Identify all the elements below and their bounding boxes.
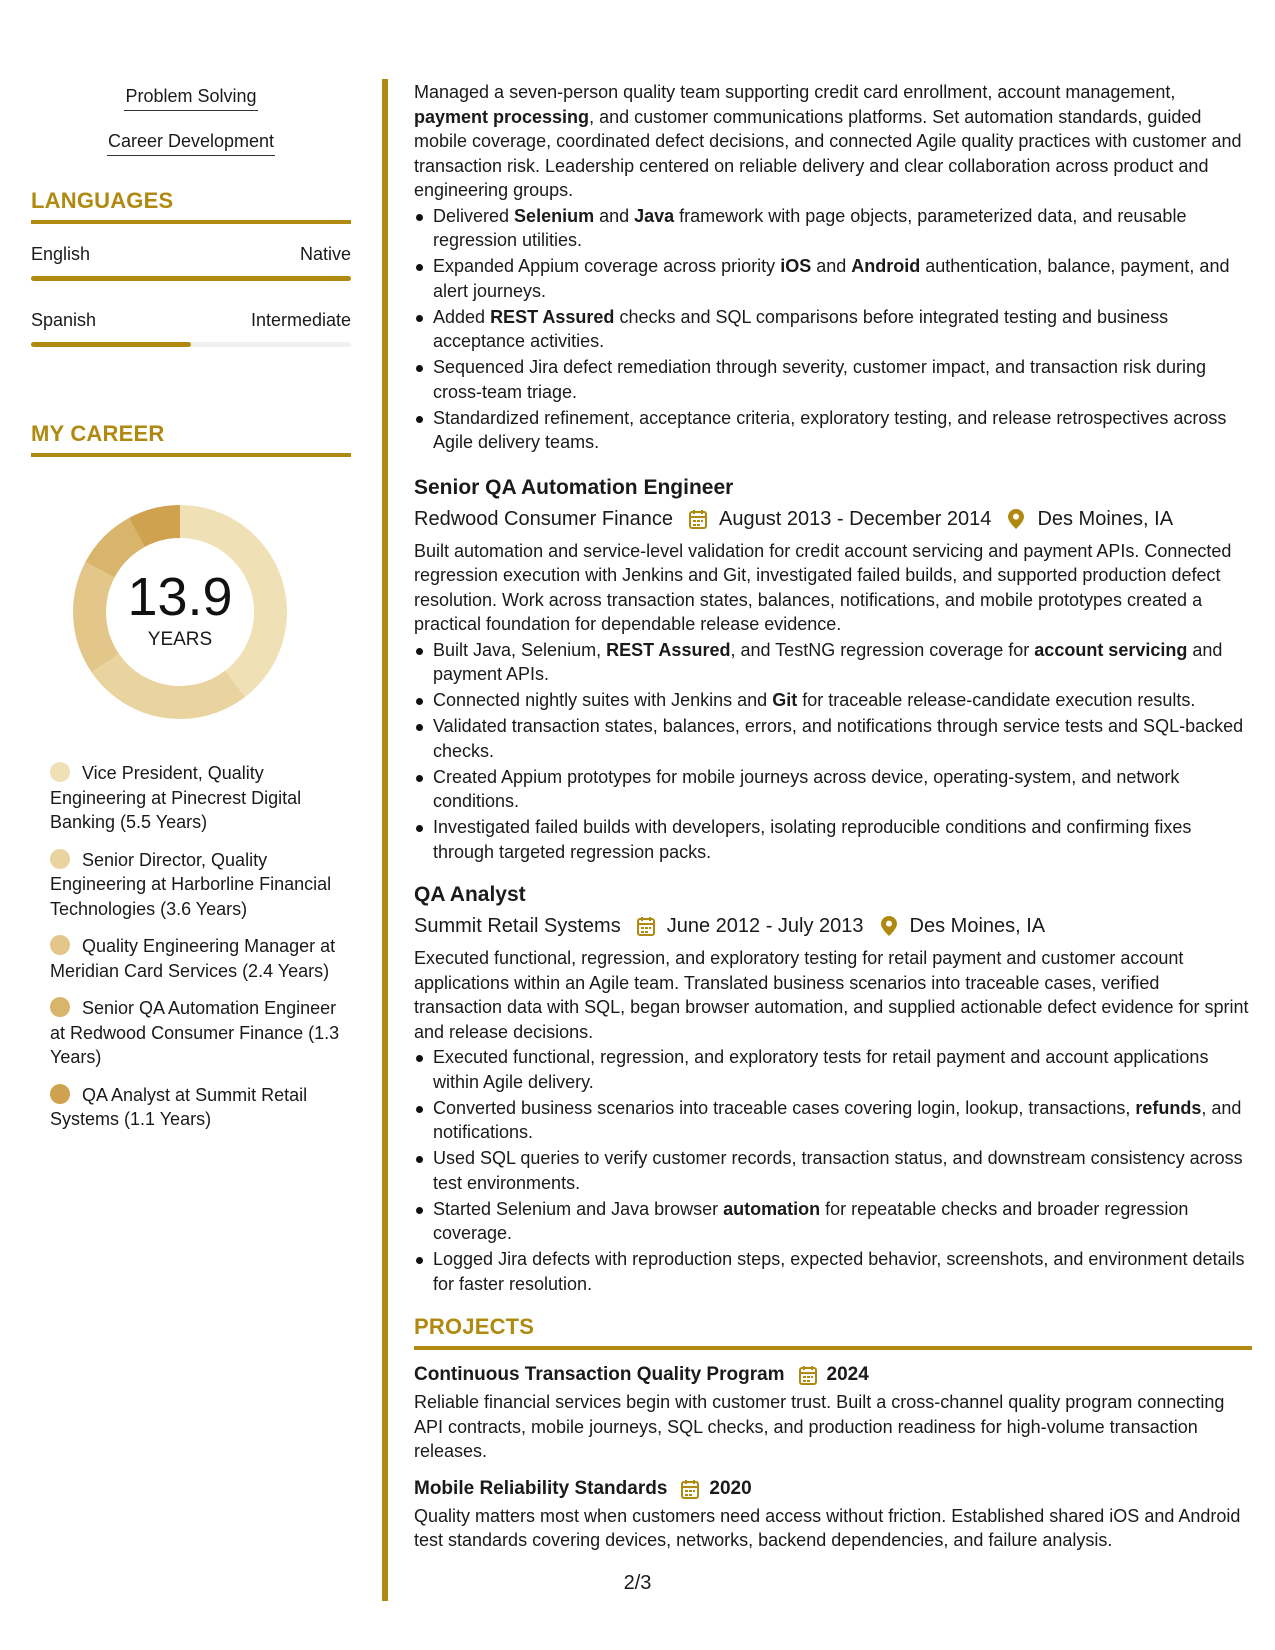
career-heading: MY CAREER xyxy=(31,421,165,446)
text-run: and xyxy=(594,205,635,226)
skill-item xyxy=(31,84,351,129)
bullet-item xyxy=(414,688,1252,713)
language-name: English xyxy=(31,244,91,264)
text-run: Started Selenium and Java browser xyxy=(433,1198,724,1219)
job-company: Summit Retail Systems xyxy=(414,915,621,937)
text-run: framework with page objects, parameterized data, and reusable regression utilities. xyxy=(433,205,1187,250)
job-bullets xyxy=(414,1045,1252,1296)
project-name: Mobile Reliability Standards xyxy=(414,1477,668,1499)
right-column xyxy=(414,80,1252,1553)
bullet-item xyxy=(414,1197,1252,1246)
language-proficiency-fill xyxy=(31,342,191,347)
project-name: Continuous Transaction Quality Program xyxy=(414,1364,785,1385)
bold-text: account servicing xyxy=(1034,639,1188,660)
text-run: Executed functional, regression, and exploratory tests for retail payment and account applications within Agile delivery. xyxy=(433,1047,1209,1092)
language-proficiency-fill xyxy=(31,276,351,281)
text-run: Standardized refinement, acceptance criteria, exploratory testing, and release retrospectives across Agile delivery teams. xyxy=(433,407,1227,452)
legend-label: Senior Director, Quality Engineering at Harborline Financial Technologies (3.6 Years) xyxy=(50,849,332,919)
map-pin-icon xyxy=(878,914,900,938)
legend-swatch xyxy=(50,762,70,782)
bullet-item xyxy=(414,204,1252,253)
text-run: checks and SQL comparisons before integrated testing and business acceptance activities. xyxy=(433,306,1169,351)
bullet-item xyxy=(414,815,1252,864)
bold-text: automation xyxy=(723,1198,821,1219)
text-run: Converted business scenarios into traceable cases covering login, lookup, transactions, xyxy=(433,1097,1136,1118)
bullet-item xyxy=(414,714,1252,763)
bold-text: payment processing xyxy=(414,106,590,127)
left-column xyxy=(31,84,351,1145)
bullet-item xyxy=(414,406,1252,455)
project-item xyxy=(414,1362,1252,1464)
text-run: , and customer communications platforms. Set automation standards, guided mobile coverage, coordinated defect decisions, and connected Agile quality practices with customer and transaction risk. Leadership centered on reliable delivery and clear collaboration across product and engineering groups. xyxy=(414,106,1242,200)
project-year: 2020 xyxy=(709,1477,752,1499)
text-run: Logged Jira defects with reproduction steps, expected behavior, screenshots, and environment details for faster resolution. xyxy=(433,1249,1245,1294)
job-dates: June 2012 - July 2013 xyxy=(666,915,864,937)
career-section xyxy=(31,421,351,1132)
language-item xyxy=(31,243,351,281)
bold-text: Git xyxy=(772,690,798,710)
project-description: Reliable financial services begin with customer trust. Built a cross-channel quality program connecting API contracts, mobile journeys, SQL checks, and production readiness for high-volume transaction releases. xyxy=(414,1392,1225,1461)
bullet-item xyxy=(414,1096,1252,1145)
legend-item xyxy=(50,848,340,922)
job-bullets xyxy=(414,638,1252,865)
text-run: authentication, balance, payment, and alert journeys. xyxy=(433,256,1230,301)
text-run: Built Java, Selenium, xyxy=(433,639,607,660)
text-run: for traceable release-candidate execution results. xyxy=(797,690,1196,710)
job-entry xyxy=(414,882,1252,1296)
language-level: Intermediate xyxy=(250,310,351,330)
map-pin-icon xyxy=(1005,507,1027,531)
legend-label: Vice President, Quality Engineering at Pinecrest Digital Banking (5.5 Years) xyxy=(50,763,302,832)
bold-text: REST Assured xyxy=(490,306,615,327)
job-title: Senior QA Automation Engineer xyxy=(414,475,734,499)
language-proficiency-bar xyxy=(31,276,351,281)
language-proficiency-bar xyxy=(31,342,351,347)
donut-segment xyxy=(92,654,246,719)
bullet-item xyxy=(414,305,1252,354)
bullet-item xyxy=(414,638,1252,687)
text-run: Connected nightly suites with Jenkins and xyxy=(433,690,773,710)
career-total-years: 13.9 xyxy=(127,567,233,627)
text-run: Validated transaction states, balances, errors, and notifications through service tests and SQL-backed checks. xyxy=(433,716,1244,761)
legend-label: Quality Engineering Manager at Meridian Card Services (2.4 Years) xyxy=(50,936,336,981)
legend-item xyxy=(50,996,340,1070)
text-run: Executed functional, regression, and exploratory testing for retail payment and customer account applications within an Agile team. Translated business scenarios into traceable cases, verified transaction data with SQL, began browser automation, and supplied actionable defect evidence for sprint and release decisions. xyxy=(414,948,1249,1042)
project-description: Quality matters most when customers need access without friction. Established shared iOS and Android test standards covering devices, networks, backend dependencies, and failure analysis. xyxy=(414,1505,1241,1550)
career-total-unit: YEARS xyxy=(147,629,213,650)
donut-center xyxy=(65,567,295,651)
text-run: and payment APIs. xyxy=(433,639,1223,684)
bold-text: REST Assured xyxy=(606,639,731,660)
page-number: 2/3 xyxy=(623,1572,652,1594)
legend-item xyxy=(50,761,340,835)
text-run: Expanded Appium coverage across priority xyxy=(433,256,781,276)
legend-item xyxy=(50,1083,340,1132)
text-run: Investigated failed builds with developers, isolating reproducible conditions and confirming fixes through targeted regression packs. xyxy=(433,817,1192,862)
skill-item xyxy=(31,129,351,174)
job-summary xyxy=(414,539,1252,637)
bullet-item xyxy=(414,1045,1252,1094)
legend-label: QA Analyst at Summit Retail Systems (1.1 Years) xyxy=(50,1084,308,1129)
bold-text: Selenium xyxy=(514,205,595,226)
calendar-icon xyxy=(687,507,709,531)
experience-intro xyxy=(414,80,1252,455)
job-dates: August 2013 - December 2014 xyxy=(719,507,992,530)
bullet-item xyxy=(414,1146,1252,1195)
text-run: Used SQL queries to verify customer records, transaction status, and downstream consistency across test environments. xyxy=(433,1148,1243,1193)
text-run: Added xyxy=(433,306,491,327)
section-rule xyxy=(414,1346,1252,1350)
languages-section xyxy=(31,188,351,347)
job-meta xyxy=(414,505,1252,533)
legend-swatch xyxy=(50,935,70,955)
job-location: Des Moines, IA xyxy=(1037,507,1174,530)
calendar-icon xyxy=(797,1363,819,1387)
text-run: Sequenced Jira defect remediation through severity, customer impact, and transaction risk during cross-team triage. xyxy=(433,357,1207,402)
language-level: Native xyxy=(299,244,351,264)
projects-heading: PROJECTS xyxy=(414,1314,535,1339)
role-summary xyxy=(414,80,1252,203)
bullet-item xyxy=(414,1247,1252,1296)
text-run: Created Appium prototypes for mobile journeys across device, operating-system, and network conditions. xyxy=(433,766,1180,811)
text-run: and xyxy=(811,256,852,276)
language-name: Spanish xyxy=(31,310,97,330)
job-entry xyxy=(414,475,1252,865)
job-company: Redwood Consumer Finance xyxy=(414,507,674,530)
languages-heading: LANGUAGES xyxy=(31,188,174,213)
projects-section xyxy=(414,1314,1252,1553)
career-legend xyxy=(50,761,340,1132)
text-run: for repeatable checks and broader regression coverage. xyxy=(433,1198,1189,1243)
job-location: Des Moines, IA xyxy=(909,915,1046,937)
text-run: Managed a seven-person quality team supporting credit card enrollment, account management, xyxy=(414,82,1176,102)
calendar-icon xyxy=(635,914,657,938)
project-title-row xyxy=(414,1362,1252,1388)
column-divider xyxy=(382,79,388,1601)
section-rule xyxy=(31,453,351,457)
text-run: , and TestNG regression coverage for xyxy=(730,639,1035,660)
role-bullets xyxy=(414,204,1252,455)
bold-text: Java xyxy=(634,205,675,226)
calendar-icon xyxy=(679,1477,701,1501)
bullet-item xyxy=(414,765,1252,814)
career-donut-chart xyxy=(65,497,295,727)
bold-text: iOS xyxy=(780,256,812,276)
job-summary xyxy=(414,946,1252,1044)
text-run: Built automation and service-level validation for credit account servicing and payment APIs. Connected regression execution with Jenkins and Git, investigated failed builds, and supported production defect resolution. Work across transaction states, balances, notifications, and mobile prototypes created a practical foundation for dependable release evidence. xyxy=(414,540,1232,634)
section-rule xyxy=(31,220,351,224)
project-item xyxy=(414,1476,1252,1553)
legend-swatch xyxy=(50,997,70,1017)
legend-swatch xyxy=(50,1084,70,1104)
bold-text: refunds xyxy=(1135,1097,1202,1118)
bold-text: Android xyxy=(851,256,921,276)
legend-item xyxy=(50,934,340,983)
project-title-row xyxy=(414,1476,1252,1502)
job-meta xyxy=(414,912,1252,940)
bullet-item xyxy=(414,254,1252,303)
legend-swatch xyxy=(50,849,70,869)
legend-label: Senior QA Automation Engineer at Redwood Consumer Finance (1.3 Years) xyxy=(50,998,340,1067)
job-title: QA Analyst xyxy=(414,883,526,906)
project-year: 2024 xyxy=(826,1364,869,1385)
language-item xyxy=(31,309,351,347)
text-run: Delivered xyxy=(433,205,515,226)
text-run: , and notifications. xyxy=(433,1097,1242,1142)
bullet-item xyxy=(414,355,1252,404)
skill-label: Problem Solving xyxy=(124,84,257,111)
skill-label: Career Development xyxy=(107,129,275,156)
